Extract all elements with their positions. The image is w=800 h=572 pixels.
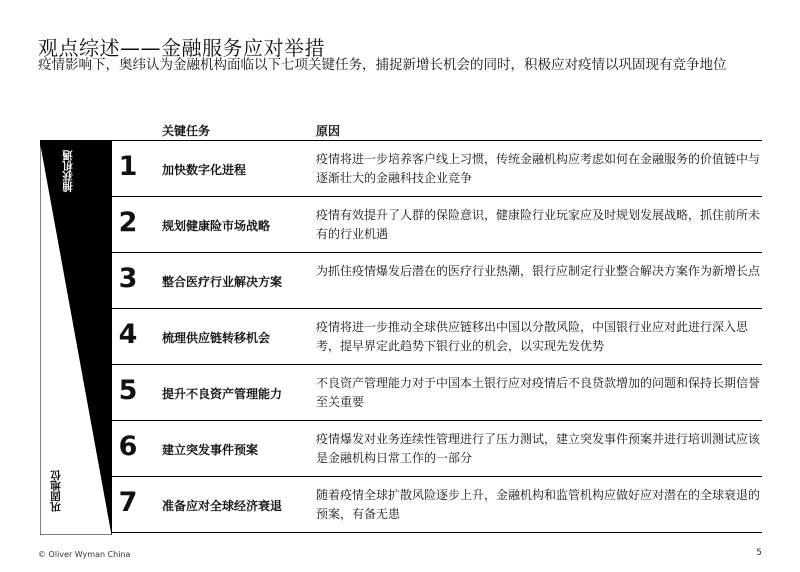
copyright: © Oliver Wyman China [38,550,131,559]
table-row [112,141,762,197]
wedge-label-capture-opportunity: 捕获机遇 [62,150,74,192]
row-task: 提升不良资产管理能力 [162,387,283,401]
column-header-reason: 原因 [316,124,341,138]
row-task: 准备应对全球经济衰退 [162,499,283,513]
row-reason: 疫情将进一步推动全球供应链移出中国以分散风险，中国银行业应对此进行深入思考，提早界定此趋势下银行业的机会，以实现先发优势 [316,320,749,353]
row-number: 5 [118,375,138,406]
row-number: 2 [118,207,138,238]
row-number: 4 [118,319,138,350]
row-number: 3 [118,263,138,294]
row-reason: 随着疫情全球扩散风险逐步上升，金融机构和监管机构应做好应对潜在的全球衰退的预案，有备无患 [316,488,761,521]
page-subtitle: 疫情影响下，奥纬认为金融机构面临以下七项关键任务，捕捉新增长机会的同时，积极应对疫情以巩固现有竞争地位 [38,57,727,73]
table-row [112,309,762,365]
row-number: 7 [118,487,138,518]
page-title: 观点综述——金融服务应对举措 [38,36,325,60]
row-number: 6 [118,431,138,462]
page-number: 5 [756,548,762,558]
table-row [112,365,762,421]
row-task: 规划健康险市场战略 [162,219,271,233]
table-row [112,421,762,477]
column-header-task: 关键任务 [162,124,211,138]
row-reason: 疫情爆发对业务连续性管理进行了压力测试，建立突发事件预案并进行培训测试应该是金融机构日常工作的一部分 [316,432,761,465]
row-reason: 不良资产管理能力对于中国本土银行应对疫情后不良贷款增加的问题和保持长期信誉至关重要 [316,376,761,409]
row-reason: 疫情将进一步培养客户线上习惯，传统金融机构应考虑如何在金融服务的价值链中与逐渐壮大的金融科技企业竞争 [316,152,761,185]
wedge-label-consolidate-position: 巩固地位 [50,470,62,512]
table-row [112,253,762,309]
row-task: 整合医疗行业解决方案 [162,275,283,289]
row-divider [112,532,762,533]
row-number: 1 [118,151,138,182]
table-row [112,477,762,533]
row-task: 建立突发事件预案 [162,443,259,457]
table-row [112,197,762,253]
row-reason: 为抓住疫情爆发后潜在的医疗行业热潮，银行应制定行业整合解决方案作为新增长点 [316,264,761,278]
row-reason: 疫情有效提升了人群的保险意识，健康险行业玩家应及时规划发展战略，抓住前所未有的行业机遇 [316,208,761,241]
row-task: 梳理供应链转移机会 [162,331,271,345]
row-task: 加快数字化进程 [162,163,247,177]
